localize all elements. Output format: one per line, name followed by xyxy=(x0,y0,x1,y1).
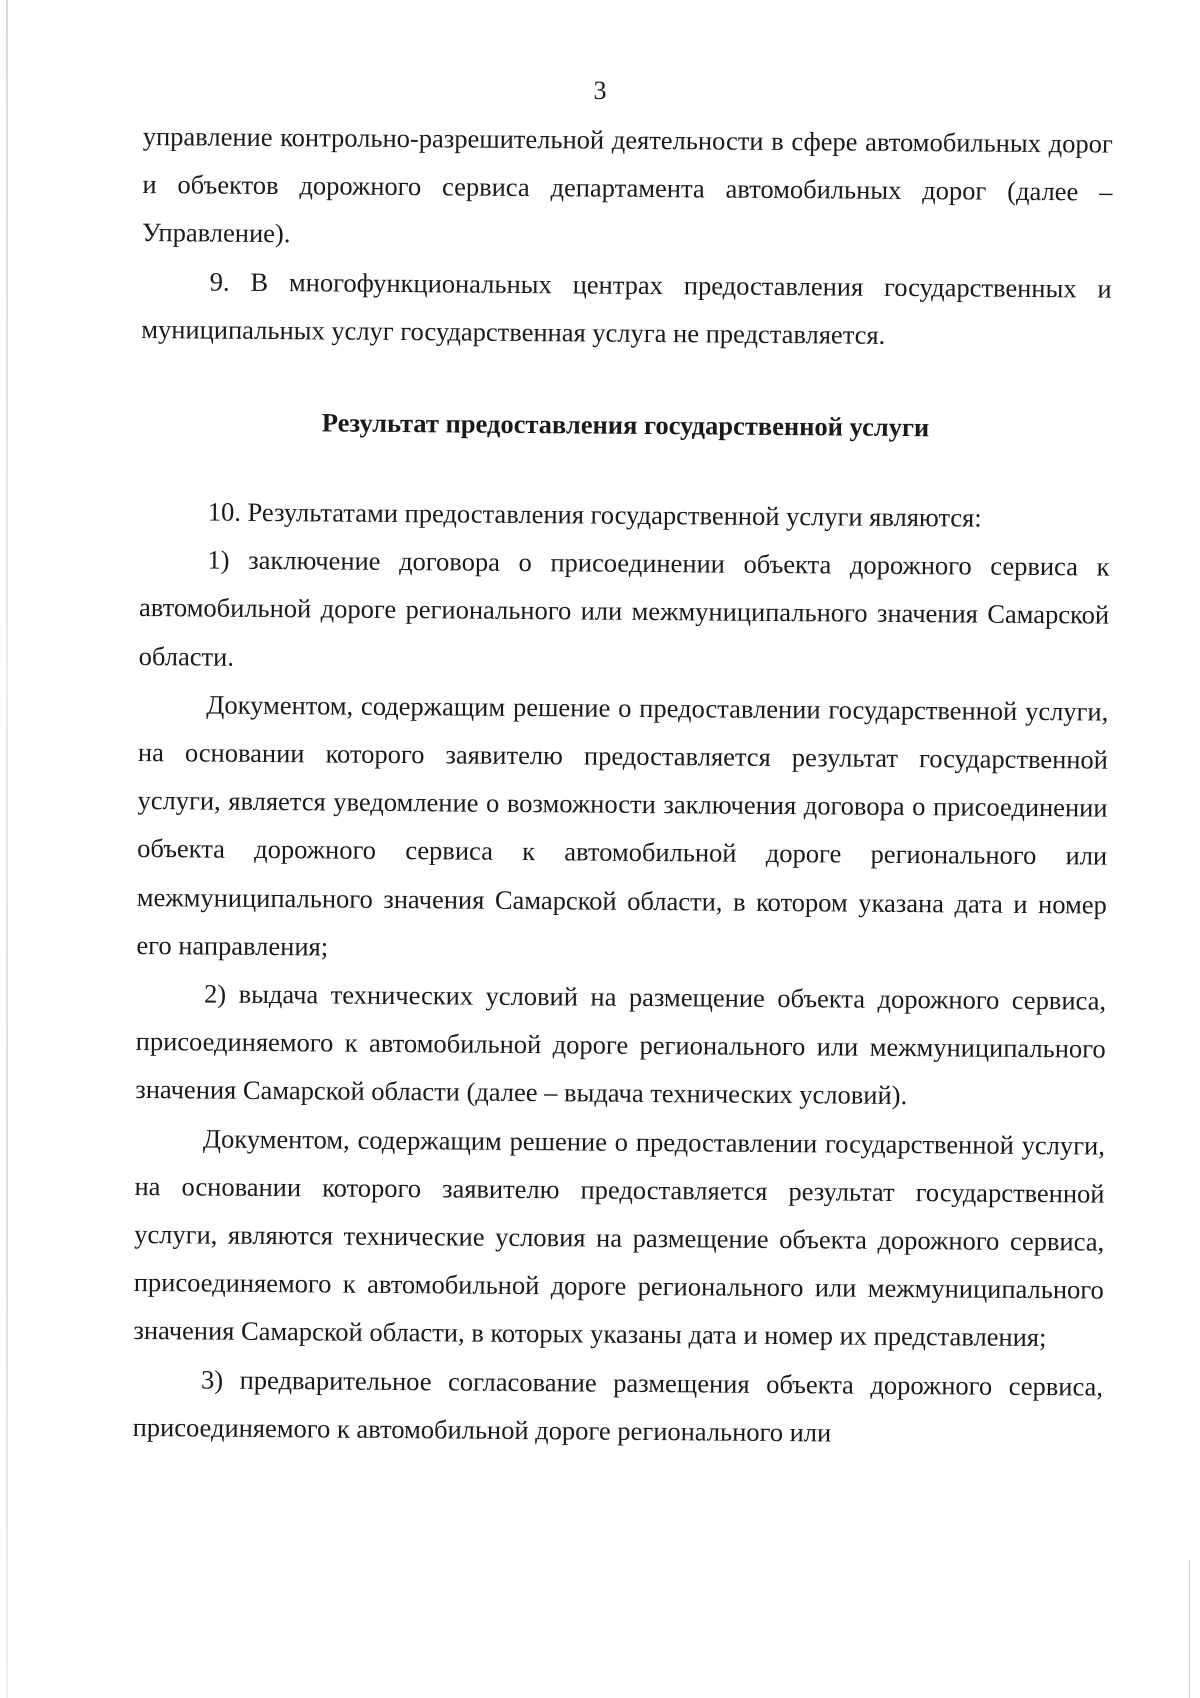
paragraph-item-9: 9. В многофункциональных центрах предоставления государственных и муниципальных услуг государственная услуга не представляется. xyxy=(141,266,1112,350)
paragraph-item-10: 10. Результатами предоставления государственной услуги являются: xyxy=(207,496,982,533)
scan-edge-left xyxy=(6,0,8,1698)
document-body xyxy=(132,112,1112,1459)
paragraph-subitem-1: 1) заключение договора о присоединении объекта дорожного сервиса к автомобильной дороге регионального или межмуниципального значения Самарской области. xyxy=(138,544,1110,672)
paragraph-continuation: управление контрольно-разрешительной деятельности в сфере автомобильных дорог и объектов дорожного сервиса департамента автомобильных дорог (далее – Управление). xyxy=(141,120,1113,249)
spacer xyxy=(141,353,1111,405)
section-heading: Результат предоставления государственной услуги xyxy=(321,407,930,443)
paragraph-document-1: Документом, содержащим решение о предоставлении государственной услуги, на основании которого заявителю предоставляется результат государственной услуги, является уведомление о возможности заключения договора о присоединении объекта дорожного сервиса к автомобильной дороге регионального или межмуниципального значения Самарской области, в котором указана дата и номер его направления; xyxy=(136,689,1109,962)
paragraph-subitem-3: 3) предварительное согласование размещения объекта дорожного сервиса, присоединяемого к автомобильной дороге регионального или xyxy=(132,1364,1104,1448)
paragraph-subitem-2: 2) выдача технических условий на размещение объекта дорожного сервиса, присоединяемого к автомобильной дороге регионального или межмуниципального значения Самарской области (далее – выдача технических условий). xyxy=(135,978,1107,1111)
paragraph-document-2: Документом, содержащим решение о предоставлении государственной услуги, на основании которого заявителю предоставляется результат государственной услуги, являются технические условия на размещение объекта дорожного сервиса, присоединяемого к автомобильной дороге регионального или межмуниципального значения Самарской области, в которых указаны дата и номер их представления; xyxy=(133,1123,1106,1353)
scan-edge-right xyxy=(1189,1560,1190,1698)
page-number: 3 xyxy=(593,76,607,105)
